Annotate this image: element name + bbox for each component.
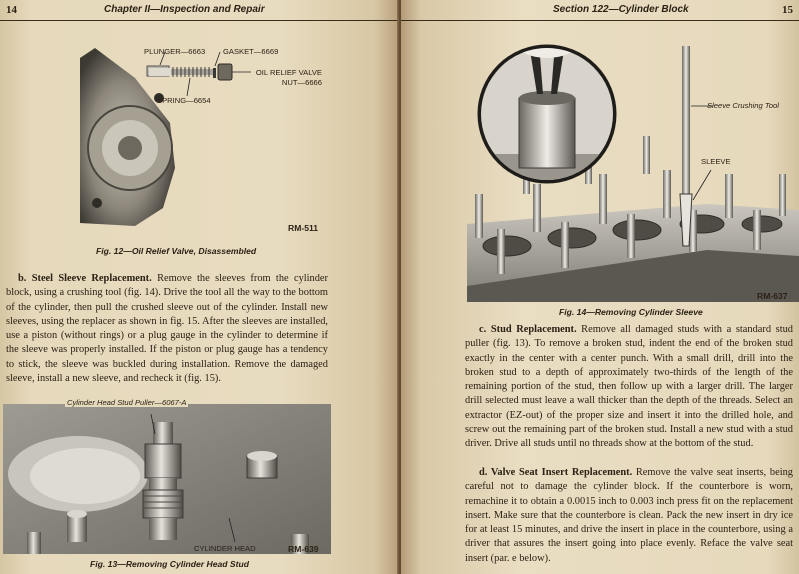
fig12-label-spring: SPRING—6654 <box>157 96 211 105</box>
section-c-heading: c. Stud Replacement. <box>479 324 577 335</box>
right-page <box>401 0 799 574</box>
section-d-heading: d. Valve Seat Insert Replacement. <box>479 467 633 478</box>
fig13-label-cylinder-head: CYLINDER HEAD <box>194 544 256 553</box>
fig14-ref-number: RM-637 <box>757 291 788 301</box>
left-page <box>0 0 399 574</box>
fig14-label-tool: Sleeve Crushing Tool <box>707 101 779 110</box>
section-c-body: Remove all damaged studs with a standard stud puller (fig. 13). To remove a broken stud, indent the end of the broken stud exactly in the center with a center punch. With a small drill, drill into the broken stud to a depth of approximately two-thirds of the length of the remaining portion of the stud, then follow up with a larger drill. The larger drill selected must leave a wall thicker than the depth of the threads. Select an extractor (EZ-out) of the proper size and insert it into the drilled hole, and screw out the remaining part of the broken stud. Install a new stud with a stud driver. Drive all studs until no threads show at the bottom of the stud. <box>465 324 793 450</box>
left-page-number: 14 <box>6 4 17 16</box>
section-d-paragraph <box>465 466 793 566</box>
fig13-stud-puller-photo <box>3 404 331 554</box>
section-b-body: Remove the sleeves from the cylinder block, using a crushing tool (fig. 14). Drive the tool all the way to the bottom of the cylinder, then pull the crushed sleeve out of the cylinder. Install new sleeves, using the replacer as shown in fig. 15. After the sleeves are installed, use a piston (without rings) or a plug gauge in the cylinder to determine if the sleeve was properly installed. If the piston or plug gauge has a tendency to stick, the sleeve was buckled during installation. Remove the damaged sleeve, install a new sleeve, and recheck it (fig. 15). <box>6 273 328 385</box>
fig12-ref-number: RM-511 <box>288 223 319 233</box>
fig13-ref-number: RM-639 <box>288 544 319 554</box>
fig12-caption: Fig. 12—Oil Relief Valve, Disassembled <box>96 246 257 256</box>
fig12-label-gasket: GASKET—6669 <box>223 47 279 56</box>
fig14-label-sleeve: SLEEVE <box>701 157 731 166</box>
right-page-number: 15 <box>782 4 793 16</box>
fig13-caption: Fig. 13—Removing Cylinder Head Stud <box>90 559 250 569</box>
section-b-heading: b. Steel Sleeve Replacement. <box>18 273 152 284</box>
section-c-paragraph <box>465 323 793 452</box>
fig14-sleeve-removal-photo <box>467 24 799 302</box>
fig14-caption: Fig. 14—Removing Cylinder Sleeve <box>559 307 703 317</box>
section-d-body: Remove the valve seat inserts, being careful not to damage the cylinder block. If the counterbore is worn, remachine it to obtain a 0.0015 inch to 0.003 inch press fit on the replacement insert. Make sure that the counterbore is clean. Pack the new insert in dry ice for at least 15 minutes, and drive the insert in place in the counterbore, using a driver that assures the insert going into place evenly. Reface the valve seat insert (par. e below). <box>465 467 793 564</box>
right-running-head: Section 122—Cylinder Block <box>553 4 689 15</box>
left-running-head: Chapter II—Inspection and Repair <box>104 4 265 15</box>
fig12-label-nut: OIL RELIEF VALVE NUT—6666 <box>255 68 322 87</box>
left-running-header <box>0 0 399 21</box>
right-running-header <box>401 0 799 21</box>
fig13-label-puller: Cylinder Head Stud Puller—6067-A <box>67 398 187 407</box>
fig12-label-plunger: PLUNGER—6663 <box>144 47 206 56</box>
section-b-paragraph <box>6 272 328 386</box>
